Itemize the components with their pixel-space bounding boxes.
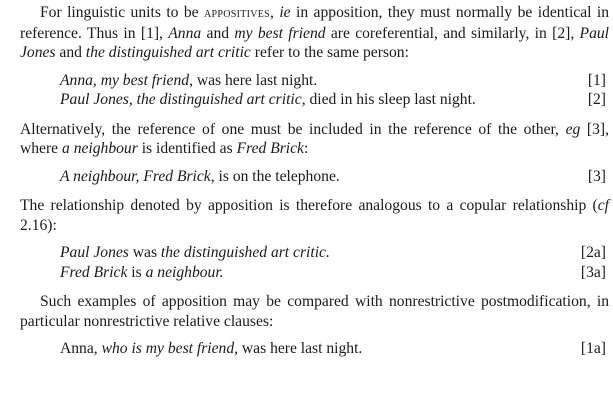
text: and	[55, 44, 86, 61]
example-2	[60, 90, 606, 110]
italic-term: Anna	[168, 24, 202, 42]
example-number: [2a]	[580, 244, 606, 261]
italic-term: Fred Brick	[236, 140, 304, 157]
paragraph-copular: The relationship denoted by apposition is therefore analogous to a copular relationship (cf 2.16):	[20, 197, 609, 234]
example-text: Paul Jones, the distinguished art critic, died in his sleep last night.	[60, 91, 476, 108]
example-text: Paul Jones was the distinguished art critic.	[60, 244, 330, 261]
text: ,	[269, 4, 280, 21]
term-appositives: appositives	[204, 5, 270, 21]
text: refer to the same person:	[250, 44, 409, 61]
example-group-2	[60, 167, 606, 187]
example-number: [3]	[587, 167, 606, 185]
text: and	[201, 24, 235, 42]
paragraph-appositives-definition	[20, 3, 609, 63]
example-group-1	[60, 71, 606, 110]
italic-term: my best friend	[234, 24, 326, 42]
abbrev-cf: cf	[597, 197, 609, 214]
example-group-3	[60, 243, 606, 282]
italic-term: the distinguished art critic	[85, 44, 251, 61]
abbrev-ie: ie	[279, 4, 291, 21]
example-1	[60, 71, 606, 91]
example-text: Fred Brick is a neighbour.	[60, 263, 224, 281]
example-text: A neighbour, Fred Brick, is on the telephone.	[60, 167, 340, 185]
italic-term: Paul Jones	[20, 24, 609, 61]
example-number: [2]	[587, 91, 606, 108]
example-text: Anna, who is my best friend, was here last night.	[60, 340, 363, 357]
example-1a	[60, 339, 606, 359]
text: are coreferential, and similarly, in [2],	[325, 24, 580, 42]
italic-term: a neighbour	[62, 140, 138, 157]
example-2a	[60, 243, 606, 263]
example-number: [3a]	[580, 263, 606, 281]
example-text: Anna, my best friend, was here last night.	[60, 71, 318, 89]
example-number: [1]	[587, 71, 606, 89]
example-3	[60, 167, 606, 187]
abbrev-eg: eg	[565, 120, 581, 138]
example-group-4	[60, 339, 606, 359]
example-number: [1a]	[580, 340, 606, 357]
paragraph-nonrestrictive: Such examples of apposition may be compared with nonrestrictive postmodification, in particular nonrestrictive relative clauses:	[20, 293, 609, 330]
paragraph-inclusion: Alternatively, the reference of one must be included in the reference of the other, eg [3], where a neighbour is identified as Fred Brick:	[20, 120, 609, 157]
example-3a	[60, 263, 606, 283]
text: For linguistic units to be	[40, 4, 205, 21]
text: in apposition, they must normally be identical in reference. Thus in [1],	[20, 4, 610, 42]
